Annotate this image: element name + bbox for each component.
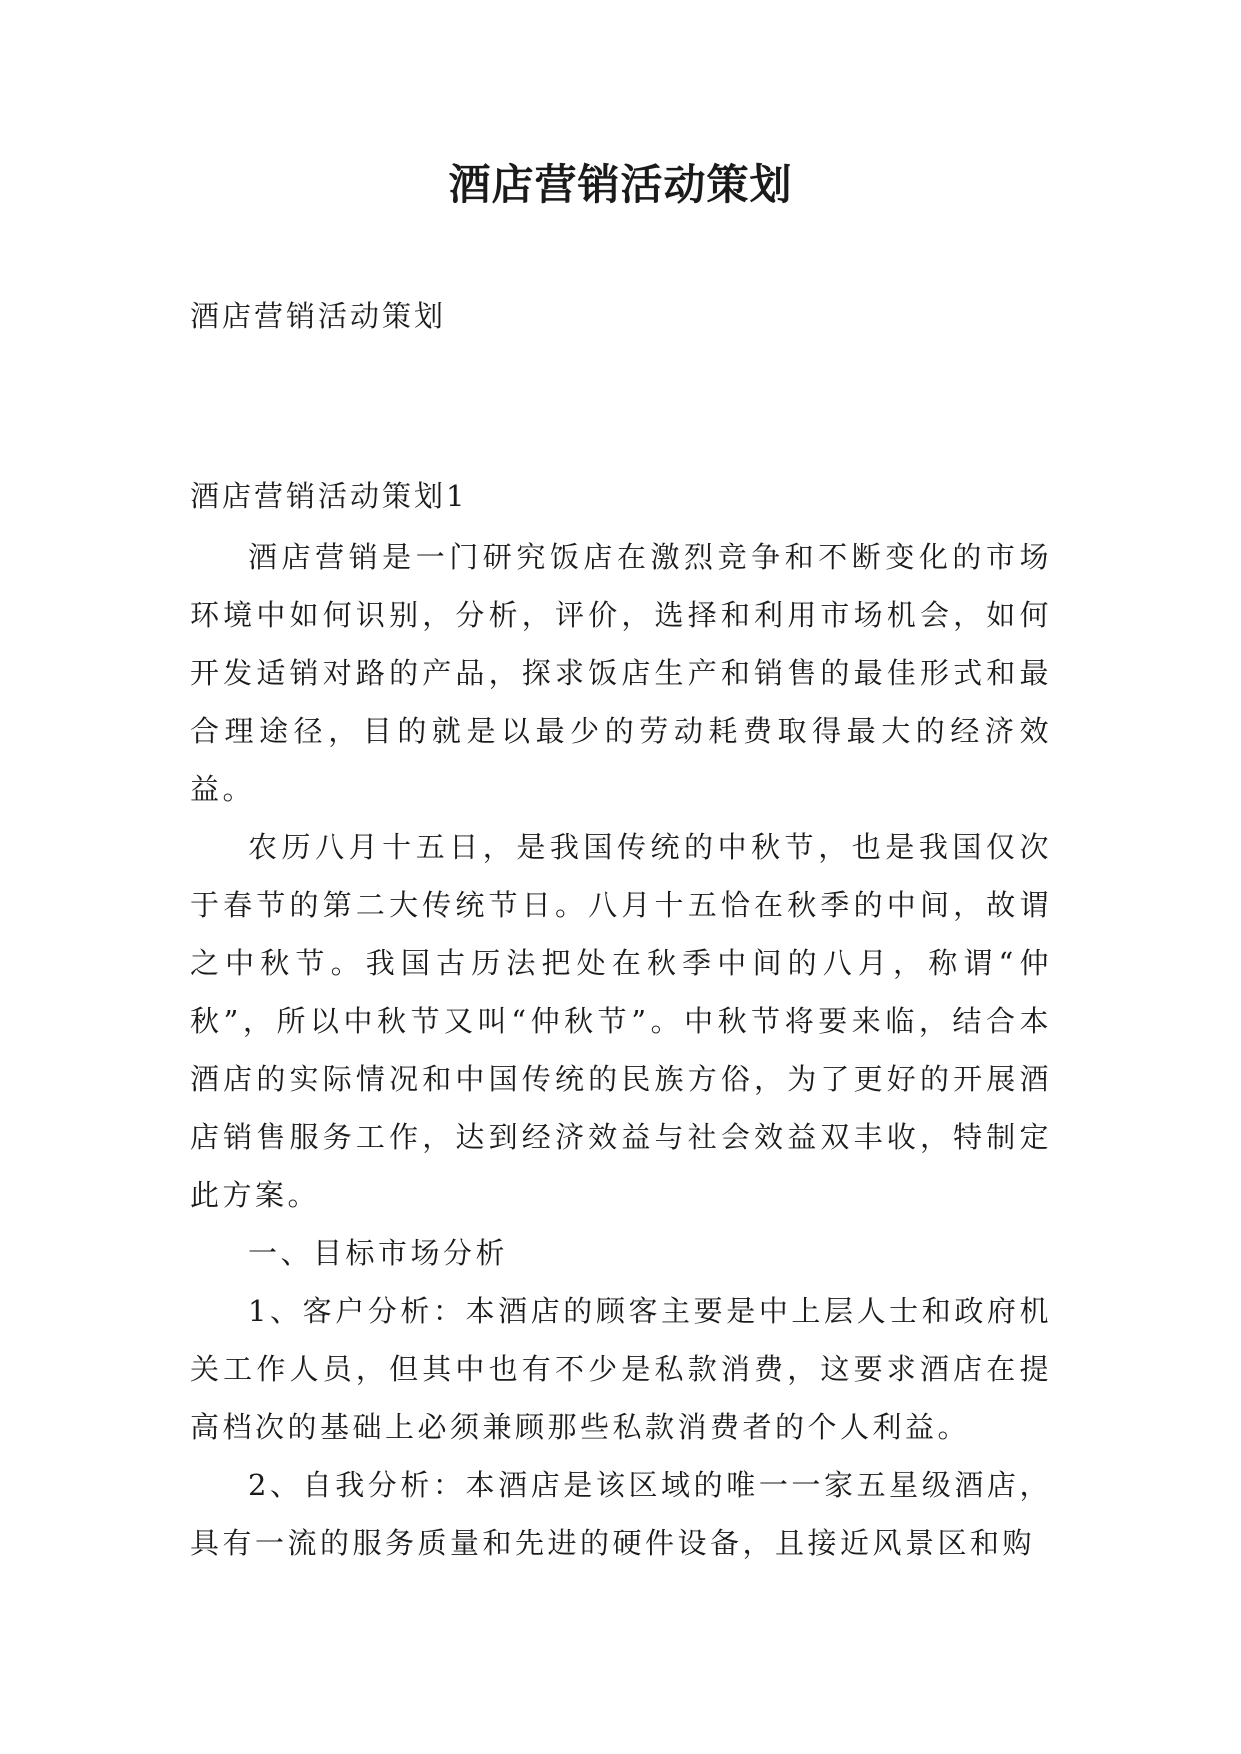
heading-target-market: 一、目标市场分析 xyxy=(248,1236,509,1270)
document-body xyxy=(190,528,1052,1572)
paragraph-customer-analysis: 1、客户分析：本酒店的顾客主要是中上层人士和政府机关工作人员，但其中也有不少是私款消费，这要求酒店在提高档次的基础上必须兼顾那些私款消费者的个人利益。 xyxy=(190,1294,1052,1444)
paragraph-mid-autumn: 农历八月十五日，是我国传统的中秋节，也是我国仅次于春节的第二大传统节日。八月十五恰在秋季的中间，故谓之中秋节。我国古历法把处在秋季中间的八月，称谓“仲秋”，所以中秋节又叫“仲秋节”。中秋节将要来临，结合本酒店的实际情况和中国传统的民族方俗，为了更好的开展酒店销售服务工作，达到经济效益与社会效益双丰收，特制定此方案。 xyxy=(190,830,1052,1212)
section-heading: 酒店营销活动策划1 xyxy=(190,479,468,513)
paragraph-self-analysis: 2、自我分析：本酒店是该区域的唯一一家五星级酒店，具有一流的服务质量和先进的硬件设备，且接近风景区和购 xyxy=(190,1468,1052,1560)
paragraph-intro: 酒店营销是一门研究饭店在激烈竞争和不断变化的市场环境中如何识别，分析，评价，选择和利用市场机会，如何开发适销对路的产品，探求饭店生产和销售的最佳形式和最合理途径，目的就是以最少的劳动耗费取得最大的经济效益。 xyxy=(190,540,1052,806)
document-title: 酒店营销活动策划 xyxy=(448,160,793,209)
document-subtitle: 酒店营销活动策划 xyxy=(190,299,447,333)
